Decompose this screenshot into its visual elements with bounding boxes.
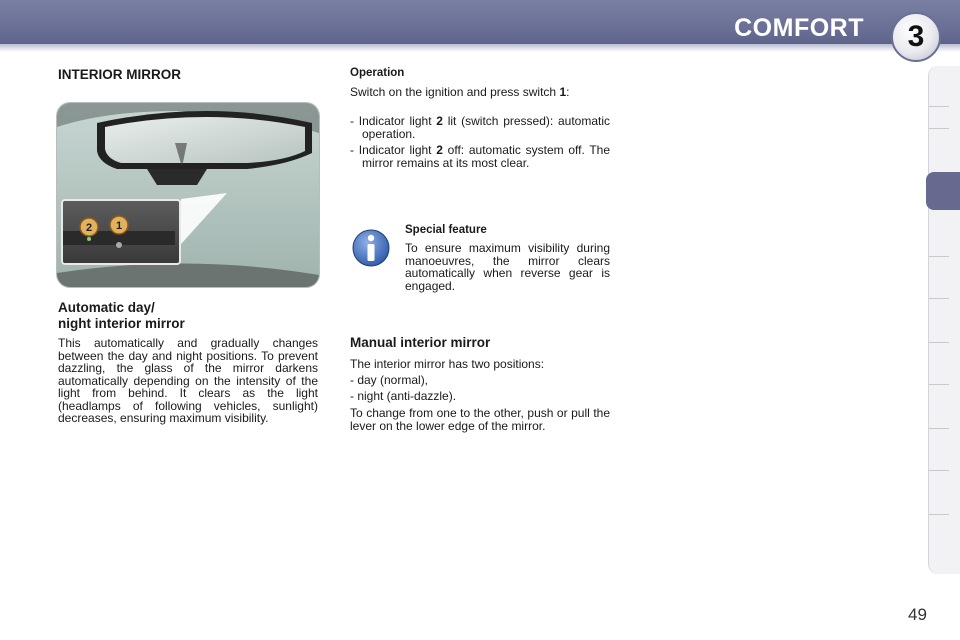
- item1-suffix: lit (switch pressed): automatic operation.: [362, 114, 610, 141]
- item1-prefix: - Indicator light: [350, 114, 437, 128]
- special-feature-paragraph: [350, 242, 610, 292]
- chapter-number-badge: [891, 12, 941, 62]
- item2-prefix: - Indicator light: [350, 143, 437, 157]
- auto-heading-line1: Automatic day/: [58, 300, 155, 315]
- tab-divider: [929, 514, 949, 515]
- tab-divider: [929, 106, 949, 107]
- page-number: 49: [908, 605, 927, 624]
- chapter-tab-active[interactable]: [926, 172, 960, 210]
- label-indicator-2: 2: [85, 222, 93, 234]
- item1-indicator-number: 2: [436, 114, 443, 128]
- tab-divider: [929, 428, 949, 429]
- operation-text-end: :: [566, 85, 570, 99]
- auto-heading-line2: night interior mirror: [58, 316, 185, 331]
- tab-divider: [929, 128, 949, 129]
- operation-heading: Operation: [350, 67, 405, 79]
- special-feature-heading: Special feature: [405, 224, 487, 236]
- chapter-number: 3: [907, 20, 925, 53]
- header-fade: [0, 44, 960, 52]
- switch-number: 1: [559, 85, 567, 99]
- tab-divider: [929, 342, 949, 343]
- item2-indicator-number: 2: [436, 143, 443, 157]
- label-switch-1: 1: [115, 220, 123, 232]
- item2-suffix: off: automatic system off. The mirror remains at its most clear.: [362, 143, 610, 170]
- tab-divider: [929, 298, 949, 299]
- interior-mirror-illustration: [56, 102, 320, 288]
- manual-intro: The interior mirror has two positions:: [350, 357, 545, 371]
- operation-paragraph: [350, 86, 610, 99]
- chapter-title: COMFORT: [734, 14, 864, 42]
- auto-mirror-heading: [58, 300, 318, 332]
- auto-mirror-paragraph: This automatically and gradually changes between the day and night positions. To prevent dazzling, the glass of the mirror darkens automatically depending on the intensity of the light from behind. It clears as the light (headlamps of following vehicles, sunlight) decreases, ensuring maximum visibility.: [58, 336, 318, 425]
- tab-divider: [929, 470, 949, 471]
- manual-paragraph: To change from one to the other, push or pull the lever on the lower edge of the mirror.: [350, 406, 610, 433]
- operation-item-off: [350, 144, 610, 169]
- chapter-tab-strip: [928, 66, 960, 574]
- icon-float-spacer: [350, 242, 405, 280]
- switch-panel: [63, 201, 175, 259]
- manual-mirror-heading: Manual interior mirror: [350, 335, 491, 350]
- manual-item-night: - night (anti-dazzle).: [350, 389, 457, 403]
- manual-item-day: - day (normal),: [350, 373, 429, 387]
- tab-divider: [929, 256, 949, 257]
- operation-item-lit: [350, 115, 610, 140]
- tab-divider: [929, 384, 949, 385]
- operation-text-start: Switch on the ignition and press switch: [350, 85, 560, 99]
- switch-inset: [61, 199, 181, 265]
- section-title: INTERIOR MIRROR: [58, 67, 181, 82]
- special-feature-text: To ensure maximum visibility during manoeuvres, the mirror clears automatically when reverse gear is engaged.: [405, 241, 610, 293]
